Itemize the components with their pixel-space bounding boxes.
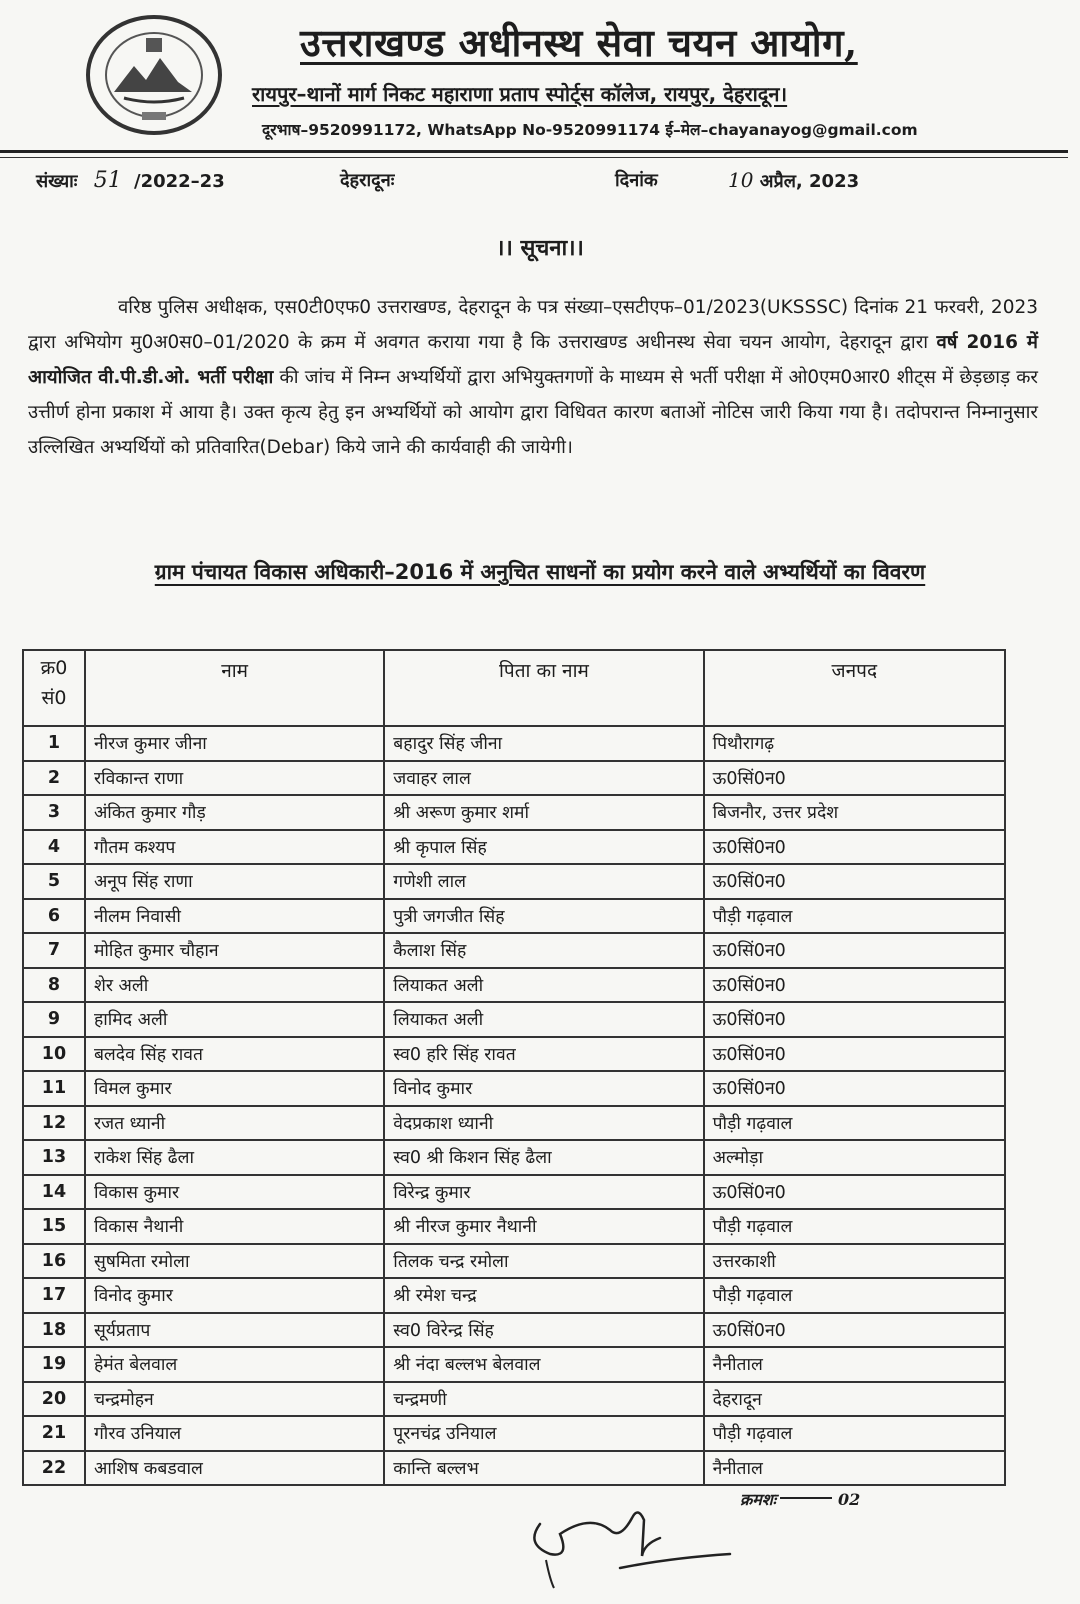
table-row [23,968,1005,1003]
notice-body [28,290,1038,465]
cell-name: मोहित कुमार चौहान [85,933,384,968]
cell-father-name: कैलाश सिंह [384,933,703,968]
cell-serial: 5 [23,864,85,899]
letter-date [728,168,859,193]
letter-number-handwritten: 51 [93,168,122,193]
table-row [23,864,1005,899]
table-row [23,1140,1005,1175]
cell-district: ऊ0सिं0न0 [704,1002,1005,1037]
cell-name: सूर्यप्रताप [85,1313,384,1348]
organization-contact: दूरभाष–9520991172, WhatsApp No-9520991174 ई–मेल–chayanayog@gmail.com [262,121,918,139]
section-heading: ग्राम पंचायत विकास अधिकारी–2016 में अनुचित साधनों का प्रयोग करने वाले अभ्यर्थियों का विवरण [154,560,926,584]
table-row [23,795,1005,830]
cell-name: विमल कुमार [85,1071,384,1106]
cell-father-name: श्री नीरज कुमार नैथानी [384,1209,703,1244]
header-serial-line2: सं0 [41,687,67,709]
header-serial [23,650,85,726]
cell-district: पौड़ी गढ़वाल [704,1416,1005,1451]
cell-district: अल्मोड़ा [704,1140,1005,1175]
cell-father-name: श्री अरूण कुमार शर्मा [384,795,703,830]
table-row [23,933,1005,968]
cell-serial: 3 [23,795,85,830]
table-row [23,1037,1005,1072]
table-row [23,1278,1005,1313]
cell-serial: 21 [23,1416,85,1451]
table-row [23,1071,1005,1106]
header-district: जनपद [704,650,1005,726]
header-divider-thick [0,150,1068,153]
cell-serial: 7 [23,933,85,968]
cell-father-name: वेदप्रकाश ध्यानी [384,1106,703,1141]
letter-date-label: दिनांक [615,170,658,191]
table-header-row [23,650,1005,726]
table-row [23,761,1005,796]
table-row [23,1347,1005,1382]
header-father-name: पिता का नाम [384,650,703,726]
cell-serial: 1 [23,726,85,761]
cell-serial: 9 [23,1002,85,1037]
cell-district: नैनीताल [704,1451,1005,1486]
notice-body-part1: वरिष्ठ पुलिस अधीक्षक, एस0टी0एफ0 उत्तराखण्ड, देहरादून के पत्र संख्या–एसटीएफ–01/2023(UKSSSC) दिनांक 21 फरवरी, 2023 द्वारा अभियोग मु0अ0स0–01/2020 के क्रम में अवगत कराया गया है कि उत्तराखण्ड अधीनस्थ सेवा चयन आयोग, देहरादून द्वारा [28,297,1038,353]
cell-serial: 20 [23,1382,85,1417]
cell-father-name: विरेन्द्र कुमार [384,1175,703,1210]
cell-district: पौड़ी गढ़वाल [704,1209,1005,1244]
table-row [23,1313,1005,1348]
continued-label: क्रमशः [740,1490,776,1509]
cell-father-name: स्व0 विरेन्द्र सिंह [384,1313,703,1348]
cell-serial: 15 [23,1209,85,1244]
signature [520,1484,740,1594]
cell-serial: 18 [23,1313,85,1348]
cell-district: ऊ0सिं0न0 [704,968,1005,1003]
cell-serial: 19 [23,1347,85,1382]
cell-serial: 2 [23,761,85,796]
cell-district: ऊ0सिं0न0 [704,864,1005,899]
cell-serial: 12 [23,1106,85,1141]
cell-name: आशिष कबडवाल [85,1451,384,1486]
table-row [23,899,1005,934]
cell-name: सुषमिता रमोला [85,1244,384,1279]
cell-father-name: कान्ति बल्लभ [384,1451,703,1486]
continued-page: 02 [837,1490,861,1509]
continued-dash [780,1497,832,1499]
cell-district: ऊ0सिं0न0 [704,830,1005,865]
cell-district: ऊ0सिं0न0 [704,1037,1005,1072]
cell-serial: 14 [23,1175,85,1210]
cell-district: पौड़ी गढ़वाल [704,1106,1005,1141]
cell-district: नैनीताल [704,1347,1005,1382]
cell-serial: 17 [23,1278,85,1313]
cell-district: देहरादून [704,1382,1005,1417]
cell-father-name: श्री कृपाल सिंह [384,830,703,865]
cell-serial: 22 [23,1451,85,1486]
cell-district: ऊ0सिं0न0 [704,1313,1005,1348]
cell-district: ऊ0सिं0न0 [704,1175,1005,1210]
cell-name: हेमंत बेलवाल [85,1347,384,1382]
table-row [23,1244,1005,1279]
cell-name: हामिद अली [85,1002,384,1037]
notice-body-bold: वर्ष 2016 में आयोजित वी.पी.डी.ओ. भर्ती परीक्षा [28,332,1038,388]
table-row [23,1416,1005,1451]
cell-name: बलदेव सिंह रावत [85,1037,384,1072]
letter-date-handwritten: 10 [728,168,754,192]
cell-district: बिजनौर, उत्तर प्रदेश [704,795,1005,830]
table-row [23,1106,1005,1141]
cell-name: रविकान्त राणा [85,761,384,796]
cell-name: शेर अली [85,968,384,1003]
notice-body-part2: की जांच में निम्न अभ्यर्थियों द्वारा अभियुक्तगणों के माध्यम से भर्ती परीक्षा में ओ0एम0आर0 शीट्स में छेड़छाड़ कर उत्तीर्ण होना प्रकाश में आया है। उक्त कृत्य हेतु इन अभ्यर्थियों को आयोग द्वारा विधिवत कारण बताओं नोटिस जारी किया गया है। तदोपरान्त निम्नानुसार उल्लिखित अभ्यर्थियों को प्रतिवारित(Debar) किये जाने की कार्यवाही की जायेगी। [28,367,1038,458]
letter-number-label: संख्याः [36,171,78,192]
table-row [23,1382,1005,1417]
cell-serial: 4 [23,830,85,865]
table-row [23,1451,1005,1486]
letter-number [36,168,225,193]
cell-father-name: गणेशी लाल [384,864,703,899]
letter-place: देहरादूनः [340,170,395,191]
cell-serial: 13 [23,1140,85,1175]
cell-father-name: स्व0 श्री किशन सिंह ढैला [384,1140,703,1175]
table-row [23,726,1005,761]
cell-name: अनूप सिंह राणा [85,864,384,899]
cell-district: पौड़ी गढ़वाल [704,899,1005,934]
cell-name: रजत ध्यानी [85,1106,384,1141]
header-divider-thin [0,157,1068,158]
candidates-table [22,649,1006,1486]
letter-number-year: /2022–23 [134,171,225,192]
cell-name: राकेश सिंह ढैला [85,1140,384,1175]
table-row [23,1209,1005,1244]
cell-father-name: लियाकत अली [384,1002,703,1037]
header-serial-line1: क्र0 [40,657,68,679]
cell-father-name: श्री रमेश चन्द्र [384,1278,703,1313]
organization-address: रायपुर–थानों मार्ग निकट महाराणा प्रताप स्पोर्ट्स कॉलेज, रायपुर, देहरादून। [252,82,788,106]
cell-name: नीलम निवासी [85,899,384,934]
cell-district: पौड़ी गढ़वाल [704,1278,1005,1313]
table-row [23,1175,1005,1210]
cell-name: विकास नैथानी [85,1209,384,1244]
cell-name: विनोद कुमार [85,1278,384,1313]
cell-district: पिथौरागढ़ [704,726,1005,761]
table-row [23,1002,1005,1037]
cell-serial: 10 [23,1037,85,1072]
cell-district: उत्तरकाशी [704,1244,1005,1279]
cell-name: चन्द्रमोहन [85,1382,384,1417]
cell-father-name: लियाकत अली [384,968,703,1003]
cell-name: गौतम कश्यप [85,830,384,865]
cell-father-name: तिलक चन्द्र रमोला [384,1244,703,1279]
cell-district: ऊ0सिं0न0 [704,933,1005,968]
cell-district: ऊ0सिं0न0 [704,1071,1005,1106]
letter-date-rest: अप्रैल, 2023 [759,171,860,192]
organization-title: उत्तराखण्ड अधीनस्थ सेवा चयन आयोग, [300,20,858,65]
cell-father-name: पूरनचंद्र उनियाल [384,1416,703,1451]
cell-serial: 16 [23,1244,85,1279]
table-row [23,830,1005,865]
cell-name: अंकित कुमार गौड़ [85,795,384,830]
cell-father-name: स्व0 हरि सिंह रावत [384,1037,703,1072]
cell-serial: 11 [23,1071,85,1106]
cell-serial: 6 [23,899,85,934]
cell-serial: 8 [23,968,85,1003]
cell-father-name: श्री नंदा बल्लभ बेलवाल [384,1347,703,1382]
cell-name: गौरव उनियाल [85,1416,384,1451]
header-name: नाम [85,650,384,726]
cell-district: ऊ0सिं0न0 [704,761,1005,796]
cell-name: विकास कुमार [85,1175,384,1210]
commission-logo-emblem [84,14,224,136]
notice-heading: ।। सूचना।। [496,236,584,261]
cell-father-name: विनोद कुमार [384,1071,703,1106]
cell-name: नीरज कुमार जीना [85,726,384,761]
cell-father-name: बहादुर सिंह जीना [384,726,703,761]
cell-father-name: पुत्री जगजीत सिंह [384,899,703,934]
continued-note [740,1488,860,1510]
cell-father-name: चन्द्रमणी [384,1382,703,1417]
cell-father-name: जवाहर लाल [384,761,703,796]
